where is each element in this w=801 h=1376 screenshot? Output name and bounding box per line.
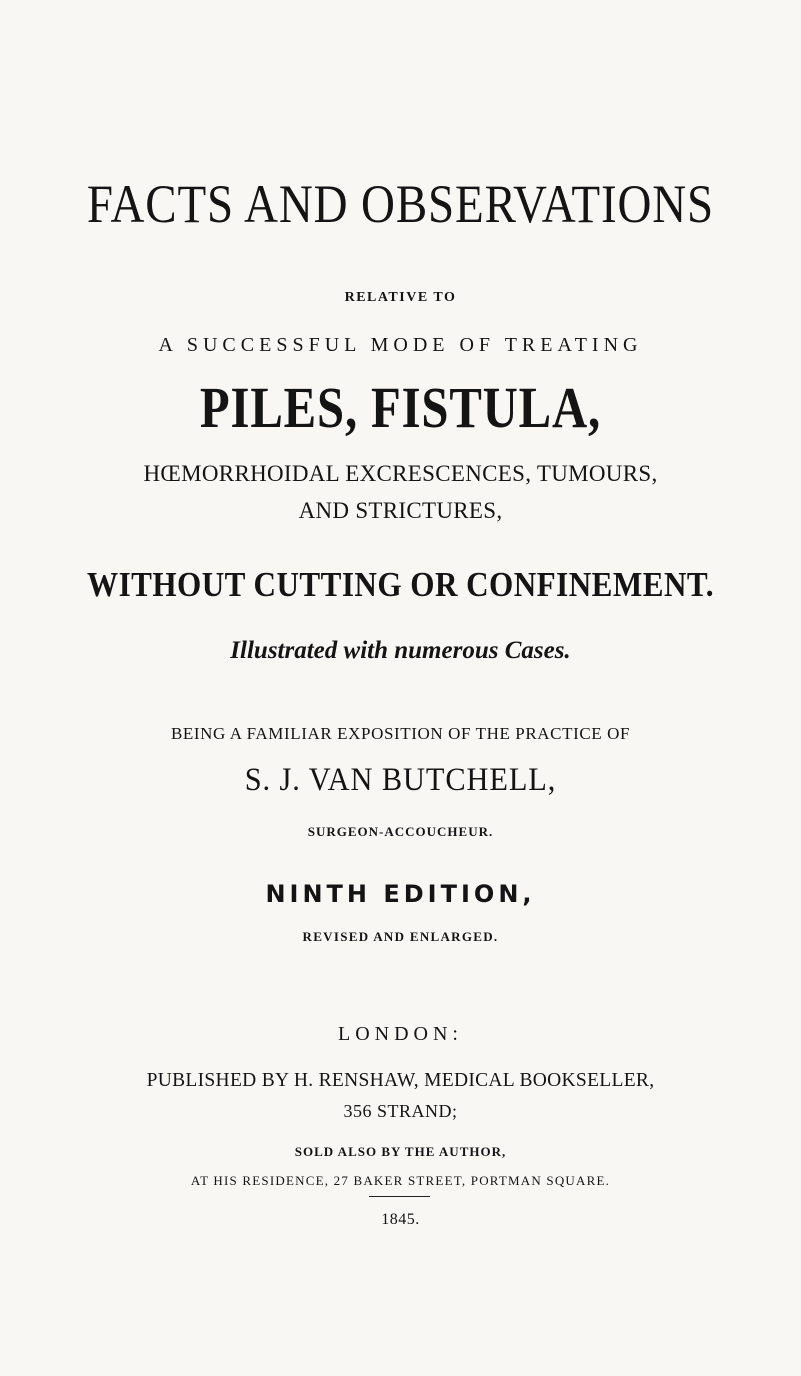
subject-line-3: AND STRICTURES, — [298, 498, 503, 523]
without-cutting-heading: WITHOUT CUTTING OR CONFINEMENT. — [86, 565, 715, 604]
exposition-line: BEING A FAMILIAR EXPOSITION OF THE PRACTICE OF — [170, 724, 631, 743]
publisher-line: PUBLISHED BY H. RENSHAW, MEDICAL BOOKSELLER, — [146, 1070, 655, 1091]
illustrated-line: Illustrated with numerous Cases. — [230, 637, 571, 664]
publication-year: 1845. — [381, 1211, 420, 1228]
subject-main-heading: PILES, FISTULA, — [199, 375, 602, 440]
subtitle-mode-line: A SUCCESSFUL MODE OF TREATING — [158, 334, 643, 356]
edition-line: NINTH EDITION, — [265, 880, 536, 908]
book-title: FACTS AND OBSERVATIONS — [86, 174, 715, 234]
author-name: S. J. VAN BUTCHELL, — [244, 762, 557, 798]
author-title: SURGEON-ACCOUCHEUR. — [307, 824, 494, 839]
city-line: LONDON: — [338, 1023, 463, 1045]
divider-rule — [369, 1196, 430, 1197]
residence-line: AT HIS RESIDENCE, 27 BAKER STREET, PORTMAN SQUARE. — [190, 1173, 611, 1188]
relative-to-line: RELATIVE TO — [344, 290, 457, 305]
publisher-address: 356 STRAND; — [343, 1101, 458, 1121]
subject-line-2: HŒMORRHOIDAL EXCRESCENCES, TUMOURS, — [143, 461, 658, 486]
revised-line: REVISED AND ENLARGED. — [302, 929, 499, 944]
sold-also-line: SOLD ALSO BY THE AUTHOR, — [294, 1144, 507, 1159]
